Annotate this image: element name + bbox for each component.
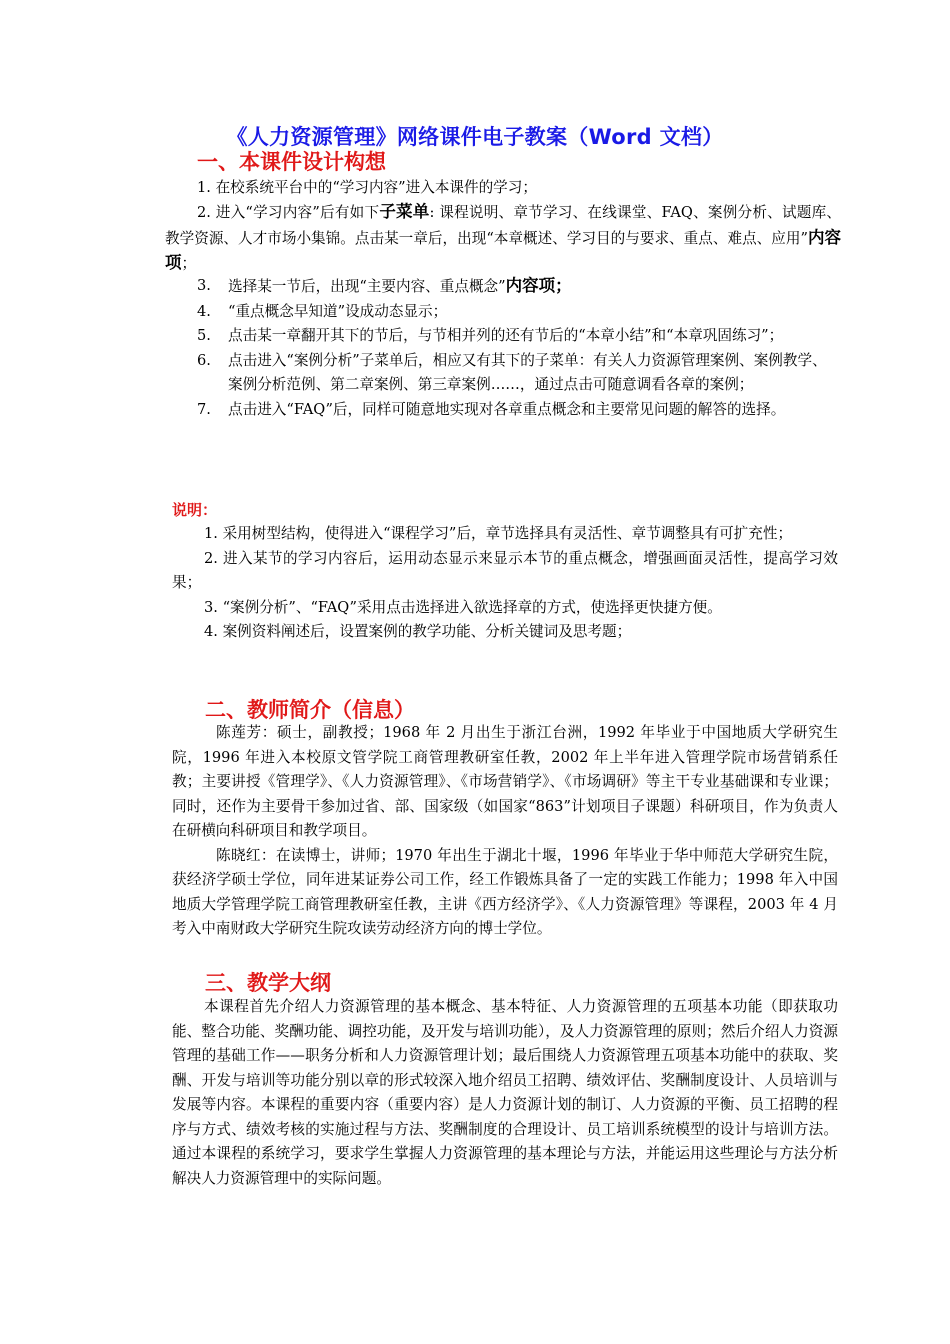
list-item-number: 5. bbox=[197, 327, 211, 344]
document-title: 《人力资源管理》网络课件电子教案（Word 文档） bbox=[226, 125, 724, 149]
item2-bold-submenu: 子菜单 bbox=[379, 202, 430, 221]
list-item-text: “重点概念早知道”设成动态显示； bbox=[228, 302, 448, 320]
syllabus-paragraph: 本课程首先介绍人力资源管理的基本概念、基本特征、人力资源管理的五项基本功能（即获取功能、整合功能、奖酬功能、调控功能，及开发与培训功能），及人力资源管理的原则；然后介绍人力资源管理的基础工作——职务分析和人力资源管理计划；最后围绕人力资源管理五项基本功能中的获取、奖酬、开发与培训等功能分别以章的形式较深入地介绍员工招聘、绩效评估、奖酬制度设计、人员培训与发展等内容。本课程的重要内容（重要内容）是人力资源计划的制订、人力资源的平衡、员工招聘的程序与方式、绩效考核的实施过程与方法、奖酬制度的合理设计、员工培训系统模型的设计与培训方法。通过本课程的系统学习，要求学生掌握人力资源管理的基本理论与方法，并能运用这些理论与方法分析解决人力资源管理中的实际问题。 bbox=[172, 998, 838, 1187]
notes-list bbox=[172, 522, 838, 645]
list-item-number: 7. bbox=[197, 400, 211, 418]
section1-heading: 一、本课件设计构想 bbox=[197, 150, 386, 174]
list-item-number: 6. bbox=[197, 351, 211, 369]
list-item bbox=[197, 324, 837, 349]
list-item-text: 点击某一章翻开其下的节后，与节相并列的还有节后的“本章小结”和“本章巩固练习”； bbox=[228, 327, 784, 344]
list-item bbox=[197, 398, 837, 423]
item2-bold-content: 内容项 bbox=[165, 227, 841, 272]
note-item: 3. “案例分析”、“FAQ”采用点击选择进入欲选择章的方式，使选择更快捷方便。 bbox=[204, 598, 722, 616]
list-item-number: 4. bbox=[197, 302, 211, 320]
section3-body bbox=[172, 995, 838, 1191]
teacher-bio-1: 陈莲芳：硕士，副教授；1968 年 2 月出生于浙江台洲，1992 年毕业于中国地质大学研究生院，1996 年进入本校原文管学院工商管理教研室任教，2002 年上半年进入管理学院市场营销系任教；主要讲授《管理学》、《人力资源管理》、《市场营销学》、《市场调研》等主干专业基础课和专业课；同时，还作为主要骨干参加过省、部、国家级（如国家“863”计划项目子课题）科研项目，作为负责人在研横向科研项目和教学项目。 bbox=[172, 724, 838, 839]
section1-list bbox=[197, 274, 837, 422]
teacher-bio-2: 陈晓红：在读博士，讲师；1970 年出生于湖北十堰，1996 年毕业于华中师范大学研究生院，获经济学硕士学位，同年进某证券公司工作，经工作锻炼具备了一定的实践工作能力；1998 年入中国地质大学管理学院工商管理教研室任教，主讲《西方经济学》、《人力资源管理》等课程，2003 年 4 月考入中南财政大学研究生院攻读劳动经济方向的博士学位。 bbox=[172, 846, 838, 937]
list-item-number: 3. bbox=[197, 277, 211, 294]
section1-item-2 bbox=[165, 200, 841, 277]
section1-item-1 bbox=[197, 176, 837, 201]
section3-heading: 三、教学大纲 bbox=[205, 971, 331, 995]
section2-heading: 二、教师简介（信息） bbox=[205, 698, 415, 722]
note-item: 2. 进入某节的学习内容后，运用动态显示来显示本节的重点概念，增强画面灵活性，提高学习效果； bbox=[172, 549, 838, 591]
item2-post: : 课程说明、章节学习、在线课堂、FAQ、案例分析、试题库、教学资源、人才市场小集锦。点击某一章后，出现“本章概述、学习目的与要求、重点、难点、应用” bbox=[165, 204, 842, 247]
list-item-text: 点击进入“FAQ”后，同样可随意地实现对各章重点概念和主要常见问题的解答的选择。 bbox=[228, 400, 786, 418]
list-item-bold: 内容项； bbox=[505, 276, 572, 295]
list-item bbox=[197, 349, 837, 398]
section1-item-1-text: 1. 在校系统平台中的“学习内容”进入本课件的学习； bbox=[197, 179, 537, 196]
item2-pre: 2. 进入“学习内容”后有如下 bbox=[197, 204, 380, 221]
list-item-text: 点击进入“案例分析”子菜单后，相应又有其下的子菜单：有关人力资源管理案例、案例教学、案例分析范例、第二章案例、第三章案例……，通过点击可随意调看各章的案例； bbox=[228, 351, 827, 393]
note-item: 4. 案例资料阐述后，设置案例的教学功能、分析关键词及思考题； bbox=[204, 623, 632, 640]
list-item bbox=[197, 274, 837, 300]
item2-end: ； bbox=[181, 255, 197, 272]
list-item bbox=[197, 300, 837, 325]
list-item-text: 选择某一节后，出现“主要内容、重点概念” bbox=[228, 278, 506, 295]
note-item: 1. 采用树型结构，使得进入“课程学习”后，章节选择具有灵活性、章节调整具有可扩充性； bbox=[204, 525, 793, 542]
notes-heading: 说明： bbox=[172, 501, 218, 519]
section2-body bbox=[172, 721, 838, 942]
